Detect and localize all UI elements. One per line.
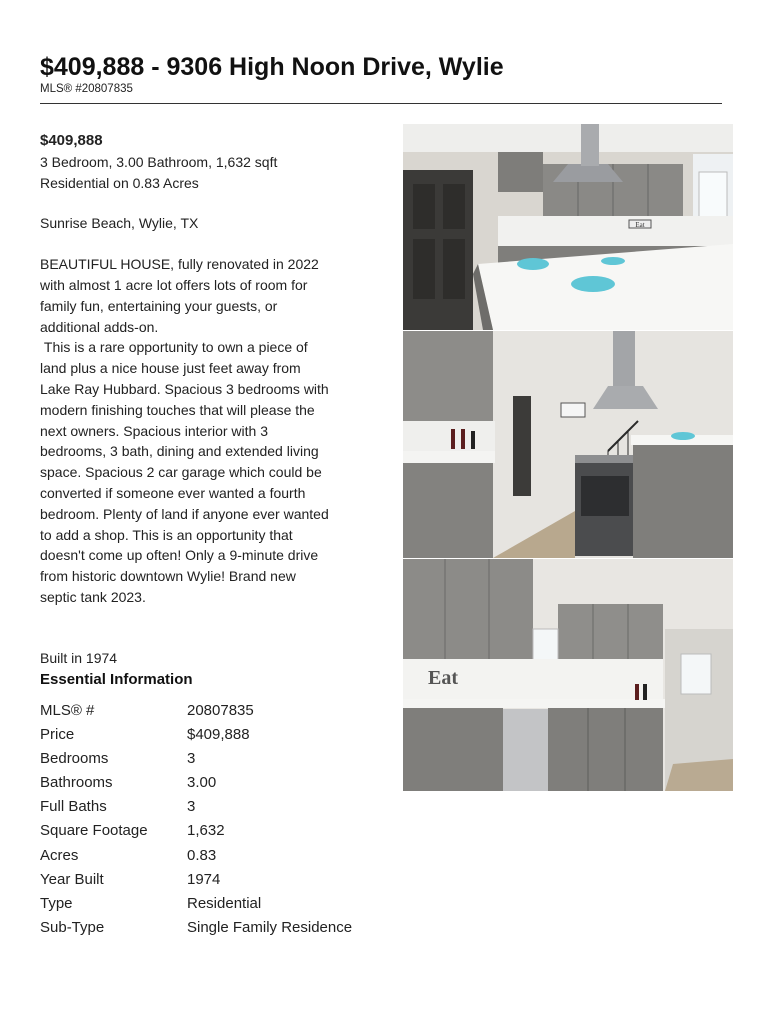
table-row — [40, 747, 352, 771]
essential-info-heading: Essential Information — [40, 671, 193, 688]
table-row — [40, 844, 352, 868]
row-label: Sub-Type — [40, 918, 105, 936]
table-row — [40, 723, 352, 747]
table-row — [40, 771, 352, 795]
row-value: Residential — [187, 894, 262, 912]
beds-baths-sqft: 3 Bedroom, 3.00 Bathroom, 1,632 sqft — [40, 153, 278, 170]
table-row — [40, 795, 352, 819]
row-label: Bedrooms — [40, 750, 109, 768]
row-value: 1,632 — [187, 822, 225, 840]
description: BEAUTIFUL HOUSE, fully renovated in 2022 with almost 1 acre lot offers lots of room for family fun, entertaining your guests, or additional adds-on. This is a rare opportunity to own a piece of land plus a nice house just feet away from Lake Ray Hubbard. Spacious 3 bedrooms with modern finishing touches that will please the next owners. Spacious interior with 3 bedrooms, 3 bath, dining and extended living space. Spacious 2 car garage which could be converted if someone ever wanted a fourth bedroom. Plenty of land if anyone ever wanted to add a shop. This is an opportunity that doesn't come up often! Only a 9-minute drive from historic downtown Wylie! Brand new septic tank 2023. — [40, 256, 329, 605]
row-label: Acres — [40, 846, 79, 864]
location: Sunrise Beach, Wylie, TX — [40, 215, 199, 232]
row-value: 3 — [187, 750, 196, 768]
table-row — [40, 699, 352, 723]
kitchen-photo-3 — [403, 559, 733, 791]
table-row — [40, 868, 352, 892]
row-value: $409,888 — [187, 726, 250, 744]
listing-summary — [40, 128, 375, 669]
built-year: Built in 1974 — [40, 649, 118, 666]
row-value: 0.83 — [187, 846, 217, 864]
row-label: Type — [40, 894, 73, 912]
row-value: 3 — [187, 798, 196, 816]
kitchen-photo-2 — [403, 331, 733, 558]
type-acres: Residential on 0.83 Acres — [40, 174, 199, 191]
page-title: $409,888 - 9306 High Noon Drive, Wylie — [40, 53, 504, 81]
table-row — [40, 819, 352, 843]
kitchen-photo-1 — [403, 124, 733, 330]
mls-number: MLS® #20807835 — [40, 83, 133, 95]
header-divider — [40, 103, 722, 104]
row-label: Price — [40, 726, 75, 744]
row-value: Single Family Residence — [187, 918, 353, 936]
row-label: Square Footage — [40, 822, 148, 840]
eat-sign-text-2: Eat — [428, 667, 458, 689]
photo-column — [403, 124, 733, 792]
table-row — [40, 892, 352, 916]
row-label: MLS® # — [40, 702, 95, 719]
eat-sign-text: Eat — [635, 221, 645, 229]
row-value: 20807835 — [187, 702, 254, 719]
row-value: 1974 — [187, 870, 221, 888]
row-value: 3.00 — [187, 774, 217, 792]
essential-info-table — [40, 699, 352, 940]
table-row — [40, 916, 352, 940]
row-label: Year Built — [40, 870, 104, 888]
listing-price: $409,888 — [40, 132, 103, 149]
row-label: Full Baths — [40, 798, 107, 816]
row-label: Bathrooms — [40, 774, 113, 792]
